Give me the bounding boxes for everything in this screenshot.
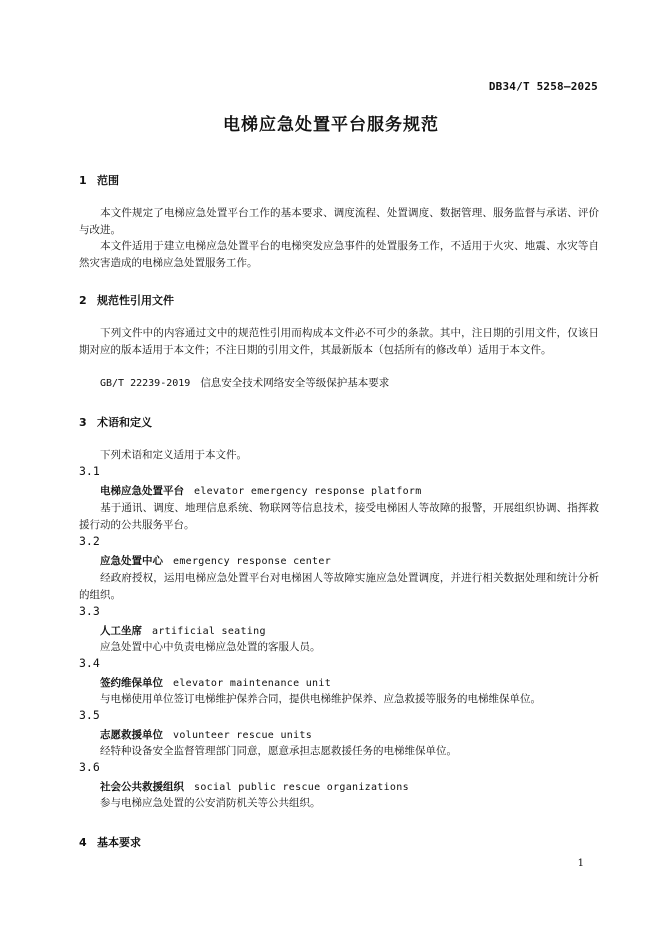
section-number: 1 — [79, 174, 87, 187]
term-definition: 经特种设备安全监督管理部门同意，愿意承担志愿救援任务的电梯维保单位。 — [100, 745, 457, 757]
term-definition: 应急处置中心中负责电梯应急处置的客服人员。 — [100, 641, 321, 653]
term-definition: 基于通讯、调度、地理信息系统、物联网等信息技术，接受电梯困人等故障的报警，开展组织协调、指挥救援行动的公共服务平台。 — [79, 502, 599, 531]
standard-code: DB34/T 5258—2025 — [488, 80, 598, 93]
term-number: 3.1 — [79, 464, 100, 478]
section-title: 基本要求 — [97, 836, 141, 849]
section-number: 2 — [79, 294, 87, 307]
reference-code: GB/T 22239-2019 — [100, 378, 191, 389]
term-heading: 应急处置中心 emergency response center — [100, 555, 332, 567]
section-1-heading — [79, 172, 119, 188]
term-definition: 经政府授权，运用电梯应急处置平台对电梯困人等故障实施应急处置调度，并进行相关数据处理和统计分析的组织。 — [79, 572, 599, 601]
term-number: 3.5 — [79, 708, 100, 722]
document-title: 电梯应急处置平台服务规范 — [223, 115, 439, 135]
term-number: 3.3 — [79, 604, 100, 618]
term-definition: 与电梯使用单位签订电梯维护保养合同，提供电梯维护保养、应急救援等服务的电梯维保单位。 — [100, 693, 541, 705]
section-4-heading — [79, 834, 141, 850]
section-2-heading — [79, 292, 174, 308]
term-number: 3.4 — [79, 656, 100, 670]
term-heading: 志愿救援单位 volunteer rescue units — [100, 729, 313, 741]
section-3-heading — [79, 414, 152, 430]
page-number: 1 — [577, 858, 584, 869]
section-3-intro: 下列术语和定义适用于本文件。 — [100, 449, 247, 461]
section-number: 4 — [79, 836, 87, 849]
section-title: 规范性引用文件 — [97, 294, 174, 307]
reference-title: 信息安全技术网络安全等级保护基本要求 — [200, 377, 390, 389]
normative-reference — [100, 375, 389, 390]
term-definition: 参与电梯应急处置的公安消防机关等公共组织。 — [100, 797, 321, 809]
term-heading: 签约维保单位 elevator maintenance unit — [100, 677, 332, 689]
section-1-paragraph-2: 本文件适用于建立电梯应急处置平台的电梯突发应急事件的处置服务工作，不适用于火灾、地震、水灾等自然灾害造成的电梯应急处置服务工作。 — [79, 240, 599, 269]
section-2-paragraph-1: 下列文件中的内容通过文中的规范性引用而构成本文件必不可少的条款。其中，注日期的引用文件，仅该日期对应的版本适用于本文件；不注日期的引用文件，其最新版本（包括所有的修改单）适用于本文件。 — [79, 327, 599, 356]
term-number: 3.2 — [79, 534, 100, 548]
term-heading: 社会公共救援组织 social public rescue organizations — [100, 781, 409, 793]
section-title: 术语和定义 — [97, 416, 152, 429]
term-number: 3.6 — [79, 760, 100, 774]
term-heading: 电梯应急处置平台 elevator emergency response platform — [100, 485, 422, 497]
section-title: 范围 — [97, 174, 119, 187]
term-heading: 人工坐席 artificial seating — [100, 625, 266, 637]
section-1-paragraph-1: 本文件规定了电梯应急处置平台工作的基本要求、调度流程、处置调度、数据管理、服务监督与承诺、评价与改进。 — [79, 207, 599, 236]
section-number: 3 — [79, 416, 87, 429]
